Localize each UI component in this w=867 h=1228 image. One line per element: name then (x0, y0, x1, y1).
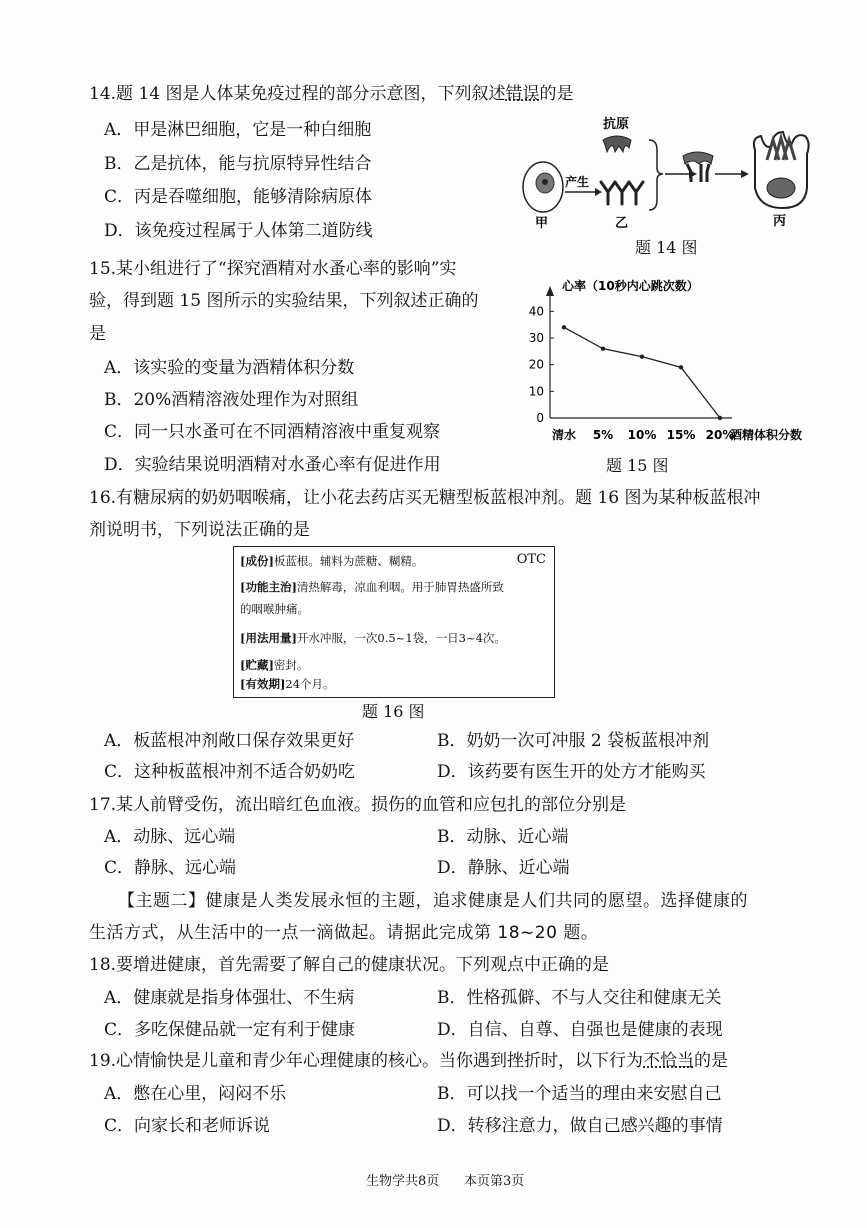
q15-stem-line-1: 15.某小组进行了“探究酒精对水蚤心率的影响”实 (89, 259, 457, 279)
data-point (679, 365, 683, 369)
q18-option-b: B．性格孤僻、不与人交往和健康无关 (437, 988, 722, 1008)
q14-emphasis: 错误 (505, 84, 540, 104)
q17-option-c: C．静脉、远心端 (104, 858, 237, 878)
q16-option-b: B．奶奶一次可冲服 2 袋板蓝根冲剂 (437, 731, 710, 751)
produce-label: 产生 (565, 175, 590, 189)
data-point (562, 325, 566, 329)
q19-option-c: C．向家长和老师诉说 (104, 1116, 271, 1136)
antigen-icon (603, 136, 631, 152)
theme-2-line-2: 生活方式，从生活中的一点一滴做起。请据此完成第 18~20 题。 (89, 923, 599, 943)
q17-stem: 17.某人前臂受伤，流出暗红色血液。损伤的血管和应包扎的部位分别是 (89, 795, 627, 815)
x-tick-label: 20% (705, 428, 735, 442)
data-point (718, 416, 722, 420)
jia-label: 甲 (535, 216, 549, 231)
y-tick-label: 30 (528, 331, 544, 345)
q15-option-d: D．实验结果说明酒精对水蚤心率有促进作用 (104, 455, 441, 475)
q14-option-d: D．该免疫过程属于人体第二道防线 (104, 221, 373, 241)
q14-option-b: B．乙是抗体，能与抗原特异性结合 (104, 154, 372, 174)
y-tick-label: 40 (528, 304, 544, 319)
q16-stem-line-1: 16.有糖尿病的奶奶咽喉痛，让小花去药店买无糖型板蓝根冲剂。题 16 图为某种板蓝根冲 (89, 488, 761, 508)
q18-option-a: A．健康就是指身体强壮、不生病 (104, 988, 355, 1008)
x-tick-label: 清水 (551, 428, 577, 442)
q14-option-a: A．甲是淋巴细胞，它是一种白细胞 (104, 120, 372, 140)
q16-stem-line-2: 剂说明书，下列说法正确的是 (89, 520, 310, 540)
q19-stem: 19.心情愉快是儿童和青少年心理健康的核心。当你遇到挫折时，以下行为不恰当的是 (89, 1051, 729, 1071)
figure-16-caption: 题 16 图 (362, 702, 425, 721)
ingredients-row: [成份]板蓝根。辅料为蔗糖、糊精。 (240, 554, 424, 568)
otc-label: OTC (516, 552, 546, 567)
y-axis-arrow (546, 286, 554, 296)
y-tick-label: 10 (528, 384, 544, 399)
medicine-instructions-box (233, 546, 555, 698)
q16-option-d: D．该药要有医生开的处方才能购买 (437, 762, 706, 782)
q17-option-b: B．动脉、近心端 (437, 827, 569, 847)
antibody-icon (601, 182, 643, 204)
q19-option-b: B．可以找一个适当的理由来安慰自己 (437, 1084, 722, 1104)
q19-option-d: D．转移注意力，做自己感兴趣的事情 (437, 1116, 723, 1136)
chart-y-label: 心率（10秒内心跳次数） (562, 279, 699, 293)
q15-option-c: C．同一只水蚤可在不同酒精溶液中重复观察 (104, 422, 441, 442)
x-tick-label: 5% (592, 428, 614, 442)
antigen-antibody-complex-icon (683, 152, 713, 182)
figure-15-chart (520, 272, 820, 452)
footer-total-pages: 生物学共8页 (366, 1174, 440, 1189)
dosage-row: [用法用量]开水冲服，一次0.5~1袋，一日3~4次。 (240, 631, 506, 645)
bing-label: 丙 (773, 214, 787, 229)
theme-2-line-1: 【主题二】健康是人类发展永恒的主题，追求健康是人们共同的愿望。选择健康的 (118, 891, 748, 911)
q15-option-a: A．该实验的变量为酒精体积分数 (104, 358, 355, 378)
chart-x-label: 酒精体积分数 (730, 428, 803, 442)
q14-stem: 14.题 14 图是人体某免疫过程的部分示意图，下列叙述错误的是 (89, 84, 574, 104)
q15-option-b: B．20%酒精溶液处理作为对照组 (104, 390, 359, 410)
q17-option-a: A．动脉、远心端 (104, 827, 236, 847)
phagocyte-cell (754, 132, 809, 208)
q15-stem-line-3: 是 (89, 324, 106, 344)
x-tick-label: 15% (666, 428, 696, 442)
data-point (601, 346, 605, 350)
storage-row: [贮藏]密封。 (240, 658, 309, 672)
yi-label: 乙 (615, 216, 629, 231)
expiry-row: [有效期]24个月。 (240, 677, 335, 691)
q18-option-d: D．自信、自尊、自强也是健康的表现 (437, 1020, 723, 1040)
q17-option-d: D．静脉、近心端 (437, 858, 570, 878)
indications-row-cont: 的咽喉肿痛。 (240, 602, 309, 616)
data-point (640, 354, 644, 358)
y-tick-label: 0 (536, 411, 544, 425)
lymphocyte-cell (523, 162, 563, 212)
y-tick-label: 20 (528, 357, 544, 372)
q14-option-c: C．丙是吞噬细胞，能够清除病原体 (104, 187, 373, 207)
q18-option-c: C．多吃保健品就一定有利于健康 (104, 1020, 356, 1040)
x-tick-label: 10% (627, 428, 657, 442)
antigen-label: 抗原 (603, 117, 630, 132)
series-line (564, 327, 720, 418)
q16-option-c: C．这种板蓝根冲剂不适合奶奶吃 (104, 762, 356, 782)
q19-option-a: A．憋在心里，闷闷不乐 (104, 1084, 287, 1104)
brace (649, 140, 663, 210)
heart-rate-chart (520, 272, 820, 452)
figure-14-caption: 题 14 图 (635, 238, 698, 257)
q18-stem: 18.要增进健康，首先需要了解自己的健康状况。下列观点中正确的是 (89, 955, 610, 975)
q19-emphasis: 不恰当 (643, 1051, 695, 1071)
footer-page-number: 本页第3页 (464, 1174, 525, 1189)
q15-stem-line-2: 验，得到题 15 图所示的实验结果，下列叙述正确的 (89, 291, 479, 311)
figure-15-caption: 题 15 图 (606, 456, 669, 475)
indications-row: [功能主治]清热解毒，凉血利咽。用于肺胃热盛所致 (240, 580, 504, 594)
q16-option-a: A．板蓝根冲剂敞口保存效果更好 (104, 731, 355, 751)
